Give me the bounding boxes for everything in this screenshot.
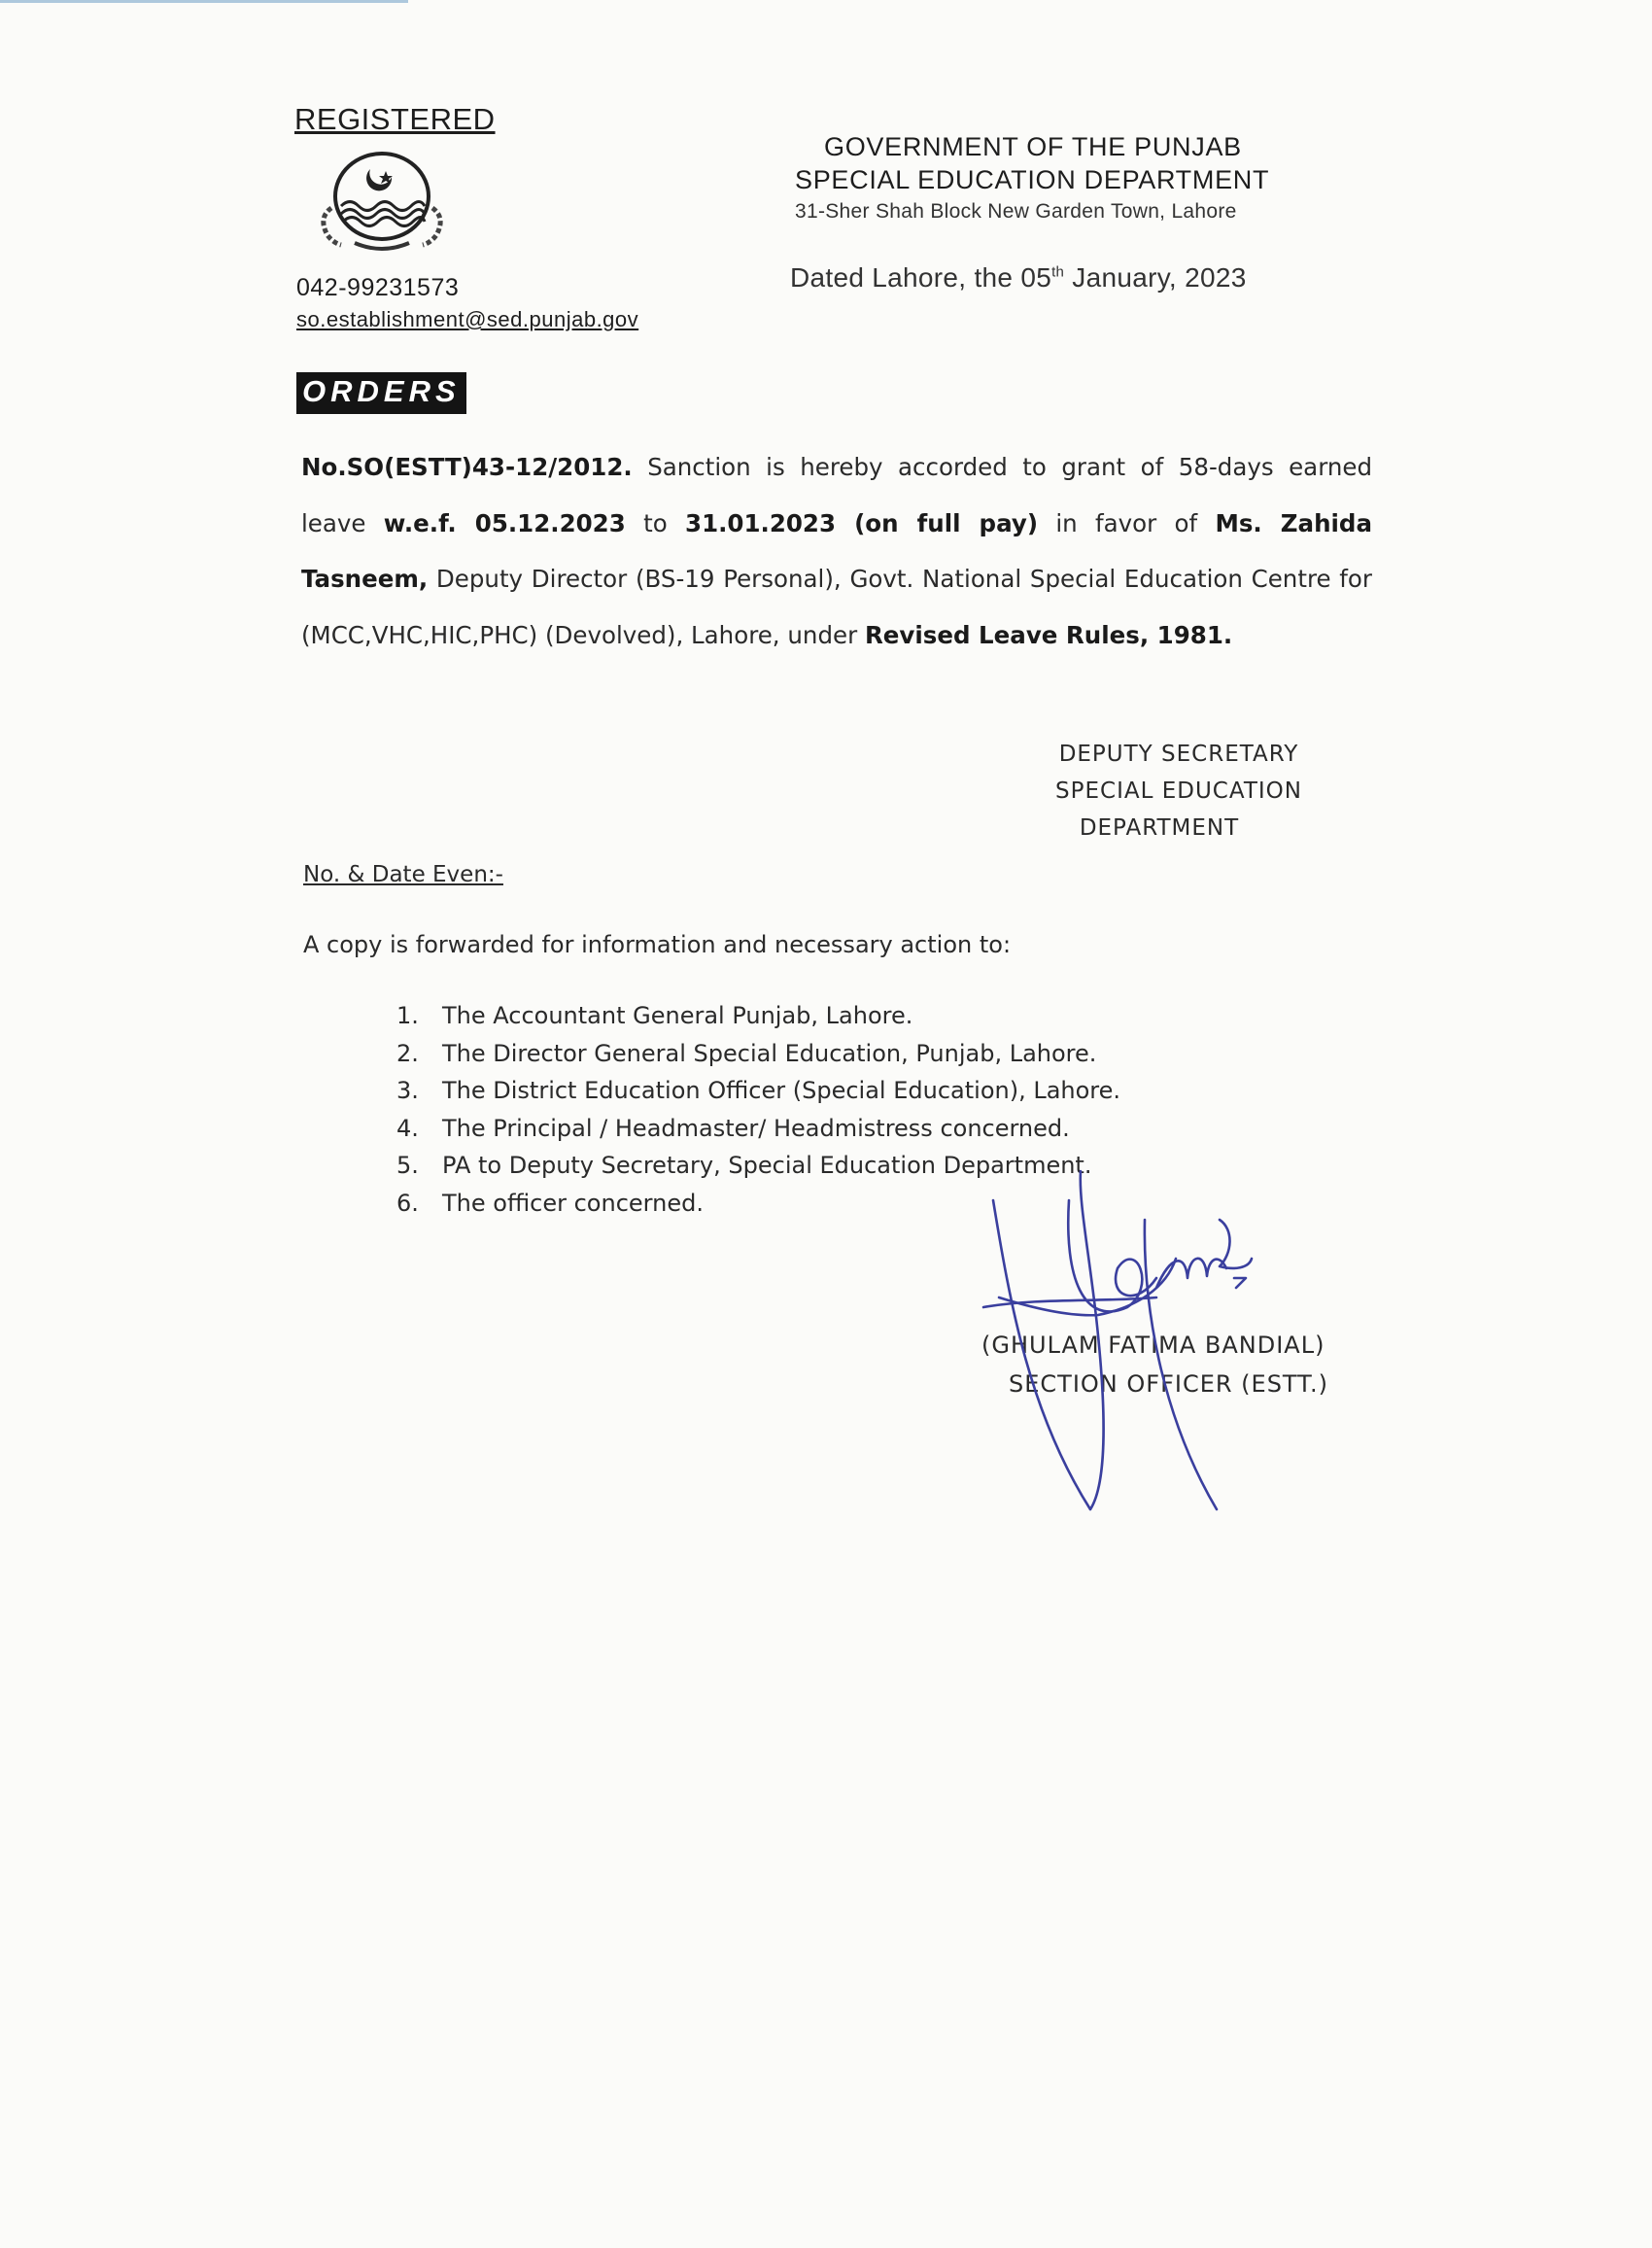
list-item	[396, 1040, 1120, 1078]
list-text: The District Education Officer (Special Education), Lahore.	[442, 1077, 1121, 1104]
list-number: 3.	[396, 1077, 419, 1104]
list-number: 1.	[396, 1002, 419, 1029]
list-number: 6.	[396, 1189, 419, 1217]
order-to-date: 31.01.2023 (on full pay)	[685, 508, 1039, 537]
department-address: 31-Sher Shah Block New Garden Town, Lahore	[795, 200, 1237, 223]
deputy-secretary-line-1: DEPUTY SECRETARY	[1058, 742, 1299, 767]
dated-prefix: Dated Lahore, the 05	[790, 262, 1052, 293]
list-item	[396, 1077, 1120, 1115]
list-number: 2.	[396, 1039, 419, 1067]
list-text: PA to Deputy Secretary, Special Education Department.	[442, 1152, 1092, 1179]
order-text-1: Sanction is hereby accorded to grant of 58-days earned leave	[301, 453, 1372, 537]
order-paragraph	[301, 439, 1372, 663]
deputy-secretary-line-2: SPECIAL EDUCATION	[1055, 778, 1302, 804]
list-text: The Director General Special Education, Punjab, Lahore.	[442, 1039, 1097, 1067]
government-title: GOVERNMENT OF THE PUNJAB	[824, 132, 1242, 161]
order-rules: Revised Leave Rules, 1981.	[864, 620, 1233, 649]
list-text: The Principal / Headmaster/ Headmistress concerned.	[442, 1114, 1070, 1142]
punjab-government-emblem-icon	[304, 146, 460, 262]
deputy-secretary-line-3: DEPARTMENT	[1079, 815, 1240, 841]
registered-label: REGISTERED	[294, 102, 496, 136]
department-title: SPECIAL EDUCATION DEPARTMENT	[795, 165, 1270, 194]
email-address: so.establishment@sed.punjab.gov	[296, 307, 639, 331]
copy-forwarded-text: A copy is forwarded for information and necessary action to:	[303, 931, 1012, 958]
signatory-name: (GHULAM FATIMA BANDIAL)	[981, 1332, 1325, 1359]
list-number: 4.	[396, 1114, 419, 1142]
scan-edge	[0, 0, 408, 3]
order-name: Ms. Zahida Tasneem,	[301, 508, 1373, 593]
order-text-4: Deputy Director (BS-19 Personal), Govt. National Special Education Centre for (MCC,VHC,HIC,PHC) (Devolved), Lahore, under	[301, 565, 1372, 649]
list-number: 5.	[396, 1152, 419, 1179]
handwritten-signature	[972, 1161, 1292, 1531]
dated-line	[790, 262, 1247, 294]
signatory-title: SECTION OFFICER (ESTT.)	[1009, 1370, 1328, 1398]
order-wef: w.e.f. 05.12.2023	[383, 508, 626, 537]
list-text: The officer concerned.	[442, 1189, 704, 1217]
list-item	[396, 1002, 1120, 1040]
list-text: The Accountant General Punjab, Lahore.	[442, 1002, 913, 1029]
order-number: No.SO(ESTT)43-12/2012.	[301, 453, 633, 481]
order-text-3: in favor of	[1038, 508, 1216, 537]
phone-number: 042-99231573	[296, 274, 460, 301]
order-text-2: to	[625, 508, 686, 537]
no-date-even: No. & Date Even:-	[303, 862, 503, 887]
dated-suffix: th	[1051, 263, 1065, 281]
dated-rest: January, 2023	[1064, 262, 1247, 293]
orders-heading: ORDERS	[296, 372, 466, 414]
list-item	[396, 1115, 1120, 1153]
